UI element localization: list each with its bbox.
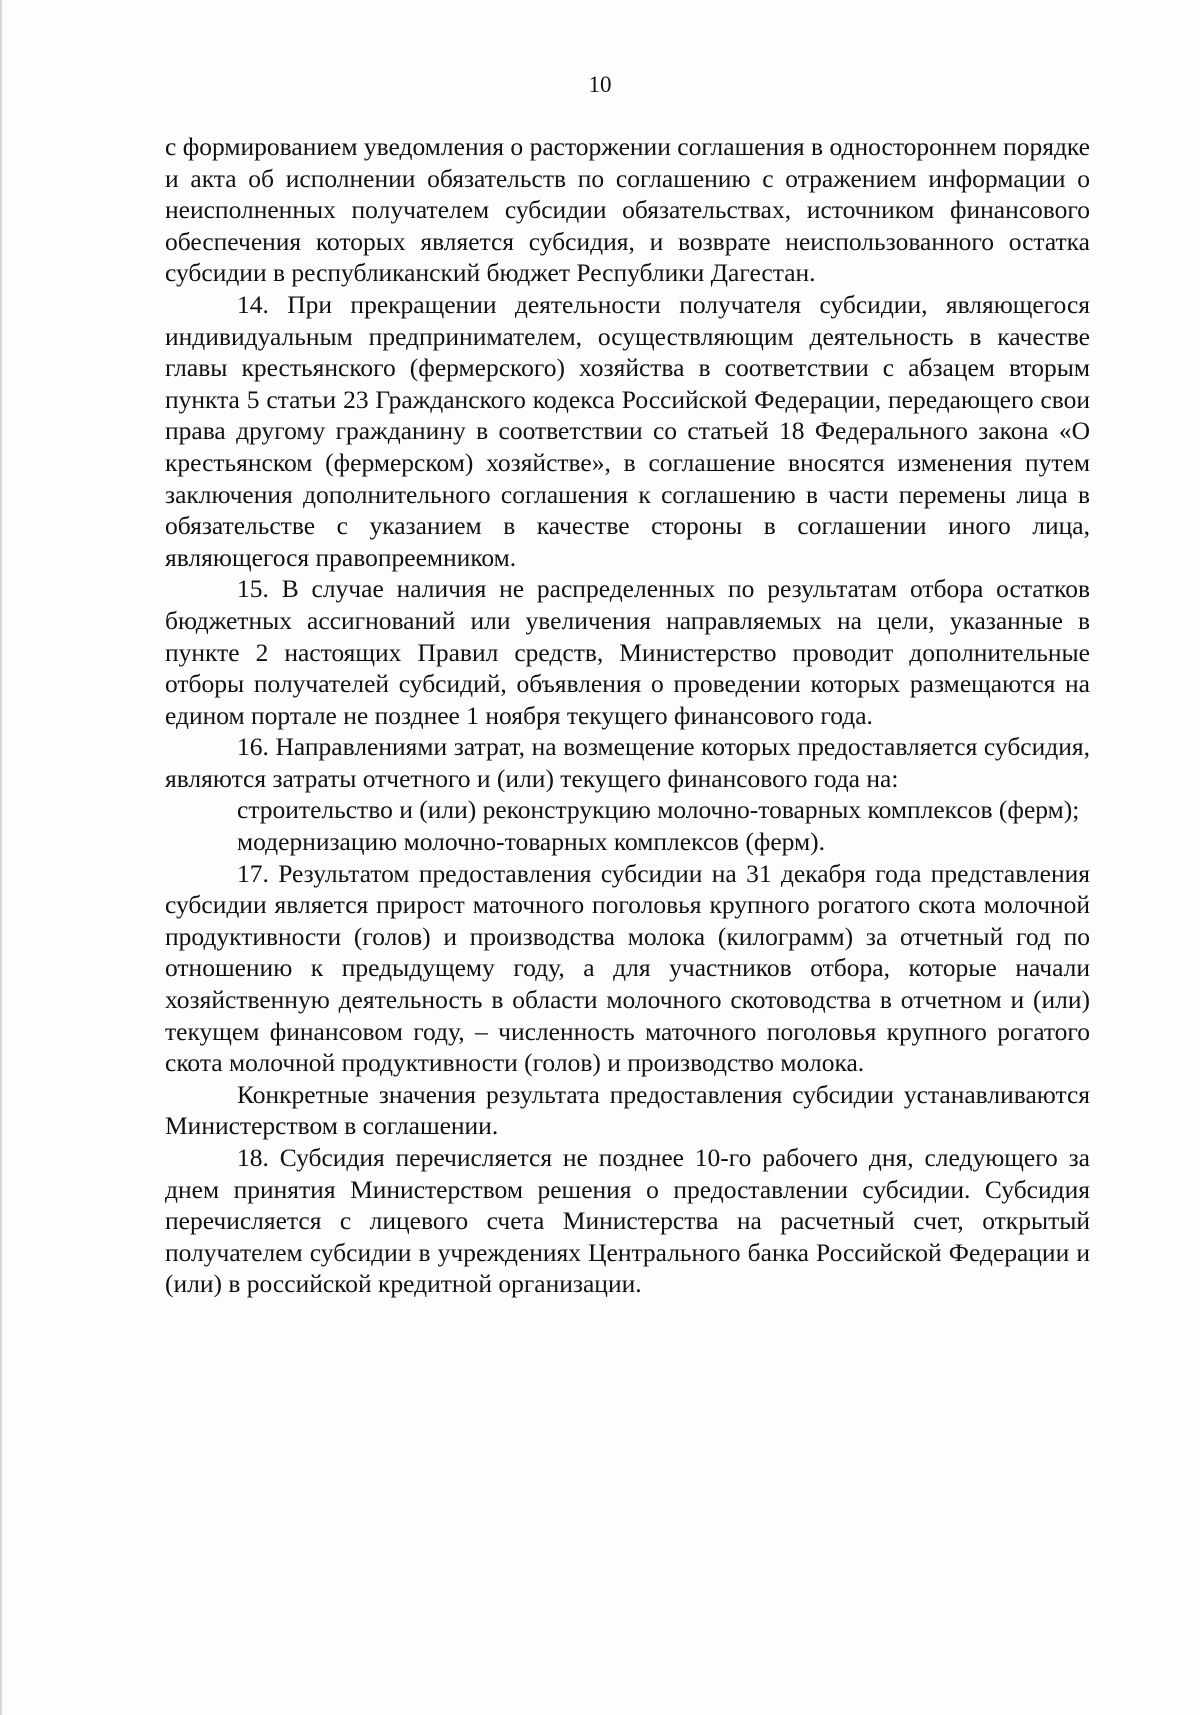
list-item-construction: строительство и (или) реконструкцию молочно-товарных комплексов (ферм);: [237, 795, 1080, 825]
scan-edge: [0, 0, 2, 1715]
paragraph-17: 17. Результатом предоставления субсидии на 31 декабря года представления субсидии является прирост маточного поголовья крупного рогатого скота молочной продуктивности (голов) и производства молока (килограмм) за отчетный год по отношению к предыдущему году, а для участников отбора, которые начали хозяйственную деятельность в области молочного скотоводства в отчетном и (или) текущем финансовом году, – численность маточного поголовья крупного рогатого скота молочной продуктивности (голов) и производство молока.: [165, 858, 1090, 1078]
document-body: [165, 131, 1090, 1300]
paragraph-15: 15. В случае наличия не распределенных по результатам отбора остатков бюджетных ассигнований или увеличения направляемых на цели, указанные в пункте 2 настоящих Правил средств, Министерство проводит дополнительные отборы получателей субсидий, объявления о проведении которых размещаются на едином портале не позднее 1 ноября текущего финансового года.: [165, 574, 1090, 730]
page-number: 10: [588, 72, 612, 97]
paragraph-14: 14. При прекращении деятельности получателя субсидии, являющегося индивидуальным предпринимателем, осуществляющим деятельность в качестве главы крестьянского (фермерского) хозяйства в соответствии с абзацем вторым пункта 5 статьи 23 Гражданского кодекса Российской Федерации, передающего свои права другому гражданину в соответствии со статьей 18 Федерального закона «О крестьянском (фермерском) хозяйстве», в соглашение вносятся изменения путем заключения дополнительного соглашения к соглашению в части перемены лица в обязательстве с указанием в качестве стороны в соглашении иного лица, являющегося правопреемником.: [165, 289, 1090, 572]
paragraph-continuation: с формированием уведомления о расторжении соглашения в одностороннем порядке и акта об исполнении обязательств по соглашению с отражением информации о неисполненных получателем субсидии обязательствах, источником финансового обеспечения которых является субсидия, и возврате неиспользованного остатка субсидии в республиканский бюджет Республики Дагестан.: [165, 132, 1090, 288]
list-item-modernization: модернизацию молочно-товарных комплексов (ферм).: [237, 827, 826, 857]
paragraph-16: 16. Направлениями затрат, на возмещение которых предоставляется субсидия, являются затраты отчетного и (или) текущего финансового года на:: [165, 732, 1090, 793]
paragraph-result-values: Конкретные значения результата предоставления субсидии устанавливаются Министерством в соглашении.: [165, 1079, 1090, 1141]
paragraph-18: 18. Субсидия перечисляется не позднее 10-го рабочего дня, следующего за днем принятия Министерством решения о предоставлении субсидии. Субсидия перечисляется с лицевого счета Министерства на расчетный счет, открытый получателем субсидии в учреждениях Центрального банка Российской Федерации и (или) в российской кредитной организации.: [165, 1143, 1090, 1299]
